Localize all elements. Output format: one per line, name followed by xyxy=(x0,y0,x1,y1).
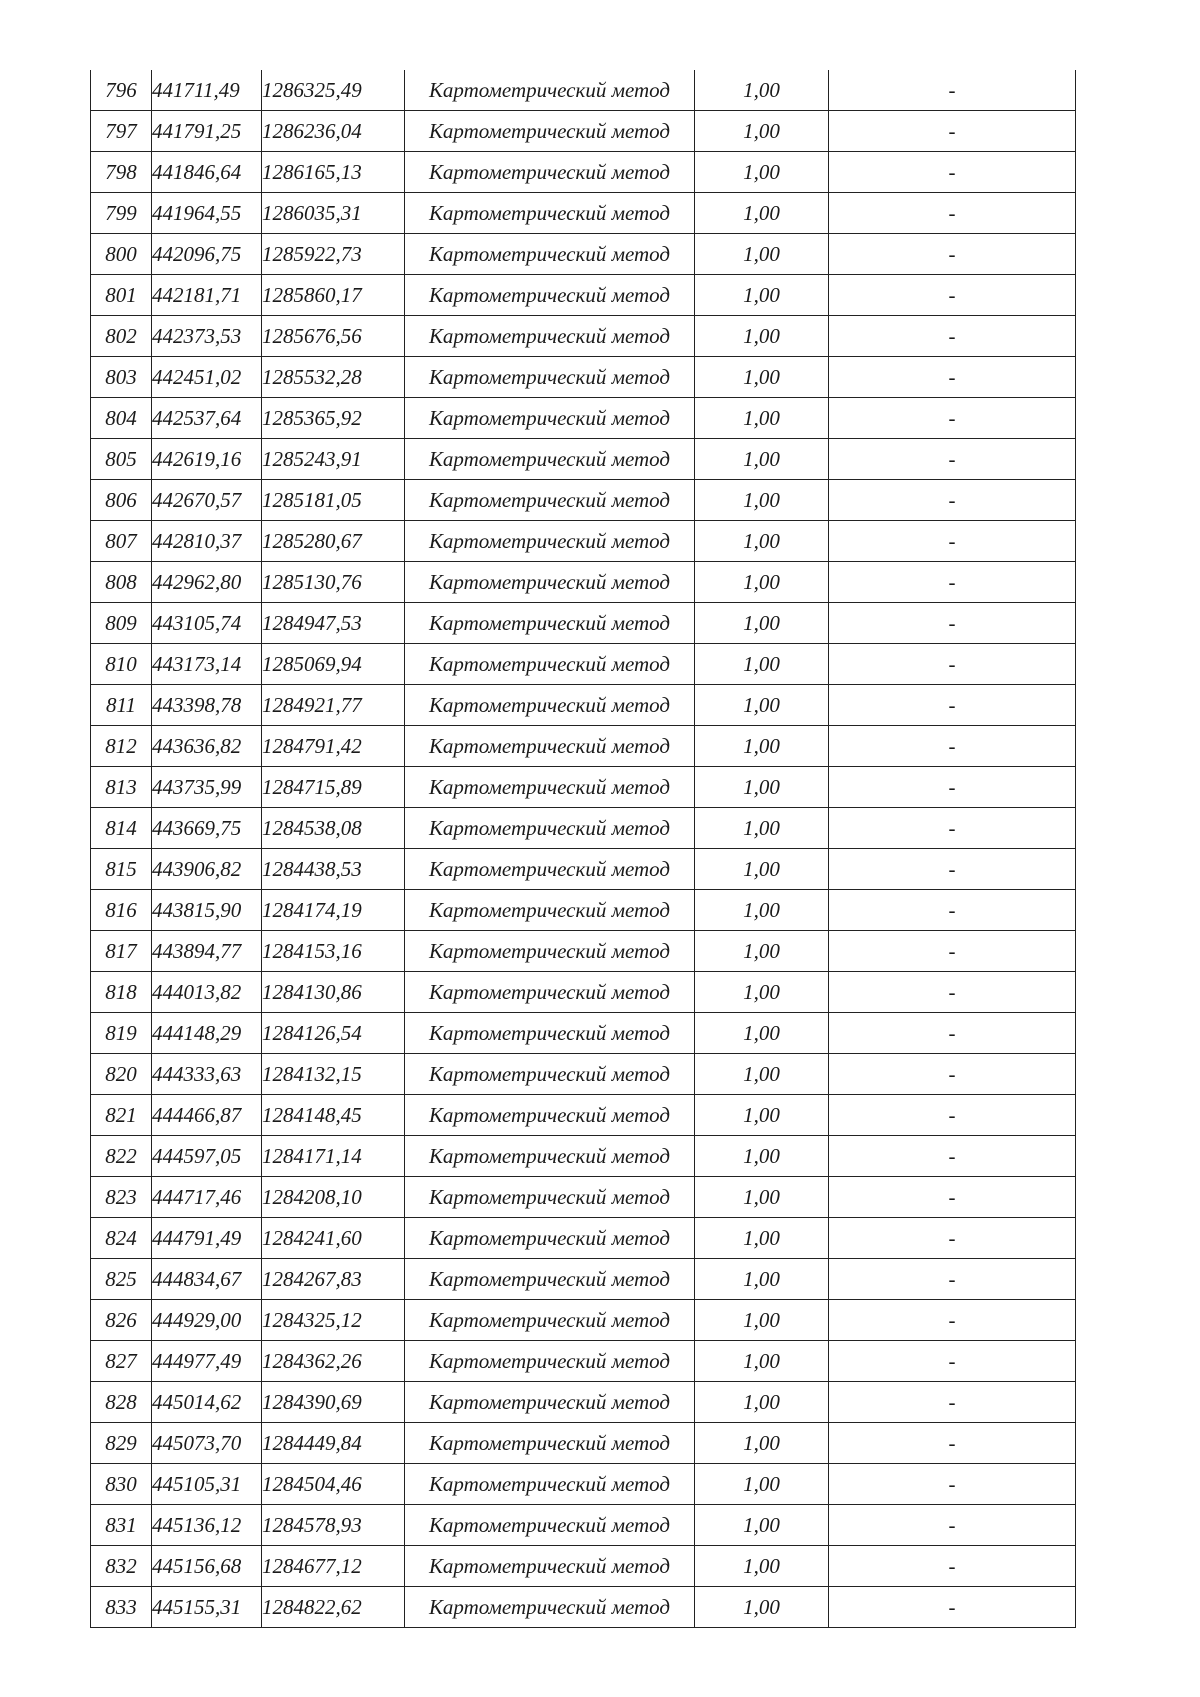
point-number: 798 xyxy=(91,152,152,193)
point-number: 797 xyxy=(91,111,152,152)
determination-method: Картометрический метод xyxy=(405,767,695,808)
point-description: - xyxy=(829,849,1076,890)
coordinate-y: 1285365,92 xyxy=(262,398,405,439)
determination-method: Картометрический метод xyxy=(405,1382,695,1423)
table-row xyxy=(91,1177,1076,1218)
coordinate-x: 444597,05 xyxy=(152,1136,262,1177)
coordinate-x: 445156,68 xyxy=(152,1546,262,1587)
coordinate-x: 443105,74 xyxy=(152,603,262,644)
point-number: 806 xyxy=(91,480,152,521)
determination-method: Картометрический метод xyxy=(405,152,695,193)
point-number: 826 xyxy=(91,1300,152,1341)
coordinate-y: 1285130,76 xyxy=(262,562,405,603)
accuracy-value: 1,00 xyxy=(695,972,829,1013)
point-number: 802 xyxy=(91,316,152,357)
coordinate-x: 442373,53 xyxy=(152,316,262,357)
table-row xyxy=(91,152,1076,193)
table-row xyxy=(91,726,1076,767)
determination-method: Картометрический метод xyxy=(405,357,695,398)
coordinate-y: 1285243,91 xyxy=(262,439,405,480)
determination-method: Картометрический метод xyxy=(405,1341,695,1382)
table-row xyxy=(91,1546,1076,1587)
determination-method: Картометрический метод xyxy=(405,70,695,111)
accuracy-value: 1,00 xyxy=(695,1546,829,1587)
coordinate-y: 1284171,14 xyxy=(262,1136,405,1177)
coordinate-y: 1284132,15 xyxy=(262,1054,405,1095)
point-description: - xyxy=(829,1300,1076,1341)
point-description: - xyxy=(829,398,1076,439)
coordinate-x: 442962,80 xyxy=(152,562,262,603)
coordinate-x: 442537,64 xyxy=(152,398,262,439)
table-row xyxy=(91,685,1076,726)
point-description: - xyxy=(829,685,1076,726)
accuracy-value: 1,00 xyxy=(695,439,829,480)
point-description: - xyxy=(829,726,1076,767)
determination-method: Картометрический метод xyxy=(405,480,695,521)
coordinate-x: 442451,02 xyxy=(152,357,262,398)
point-number: 817 xyxy=(91,931,152,972)
determination-method: Картометрический метод xyxy=(405,1095,695,1136)
determination-method: Картометрический метод xyxy=(405,972,695,1013)
coordinate-y: 1284449,84 xyxy=(262,1423,405,1464)
coordinate-y: 1284208,10 xyxy=(262,1177,405,1218)
point-description: - xyxy=(829,1259,1076,1300)
point-number: 805 xyxy=(91,439,152,480)
point-description: - xyxy=(829,152,1076,193)
point-number: 800 xyxy=(91,234,152,275)
point-number: 832 xyxy=(91,1546,152,1587)
point-description: - xyxy=(829,111,1076,152)
table-row xyxy=(91,521,1076,562)
coordinate-x: 444466,87 xyxy=(152,1095,262,1136)
coordinate-x: 442096,75 xyxy=(152,234,262,275)
coordinate-y: 1284362,26 xyxy=(262,1341,405,1382)
coordinate-y: 1285676,56 xyxy=(262,316,405,357)
coordinate-x: 443906,82 xyxy=(152,849,262,890)
table-row xyxy=(91,1300,1076,1341)
accuracy-value: 1,00 xyxy=(695,480,829,521)
accuracy-value: 1,00 xyxy=(695,808,829,849)
point-number: 809 xyxy=(91,603,152,644)
point-description: - xyxy=(829,275,1076,316)
point-description: - xyxy=(829,1013,1076,1054)
determination-method: Картометрический метод xyxy=(405,1464,695,1505)
point-description: - xyxy=(829,808,1076,849)
determination-method: Картометрический метод xyxy=(405,1300,695,1341)
coordinate-x: 445073,70 xyxy=(152,1423,262,1464)
table-row xyxy=(91,931,1076,972)
determination-method: Картометрический метод xyxy=(405,1177,695,1218)
point-description: - xyxy=(829,193,1076,234)
table-row xyxy=(91,1341,1076,1382)
accuracy-value: 1,00 xyxy=(695,357,829,398)
determination-method: Картометрический метод xyxy=(405,685,695,726)
table-row xyxy=(91,398,1076,439)
coordinate-x: 444333,63 xyxy=(152,1054,262,1095)
coordinate-x: 444717,46 xyxy=(152,1177,262,1218)
point-description: - xyxy=(829,1423,1076,1464)
coordinate-y: 1286236,04 xyxy=(262,111,405,152)
point-description: - xyxy=(829,767,1076,808)
coordinate-y: 1284822,62 xyxy=(262,1587,405,1628)
table-row xyxy=(91,562,1076,603)
point-description: - xyxy=(829,644,1076,685)
point-number: 833 xyxy=(91,1587,152,1628)
determination-method: Картометрический метод xyxy=(405,439,695,480)
determination-method: Картометрический метод xyxy=(405,1423,695,1464)
coordinate-y: 1284126,54 xyxy=(262,1013,405,1054)
point-description: - xyxy=(829,603,1076,644)
accuracy-value: 1,00 xyxy=(695,1464,829,1505)
table-row xyxy=(91,480,1076,521)
point-description: - xyxy=(829,234,1076,275)
coordinate-y: 1286035,31 xyxy=(262,193,405,234)
accuracy-value: 1,00 xyxy=(695,193,829,234)
accuracy-value: 1,00 xyxy=(695,1136,829,1177)
accuracy-value: 1,00 xyxy=(695,1300,829,1341)
coordinate-x: 444013,82 xyxy=(152,972,262,1013)
determination-method: Картометрический метод xyxy=(405,808,695,849)
coordinate-x: 445014,62 xyxy=(152,1382,262,1423)
point-description: - xyxy=(829,1464,1076,1505)
point-number: 831 xyxy=(91,1505,152,1546)
determination-method: Картометрический метод xyxy=(405,1054,695,1095)
table-row xyxy=(91,1013,1076,1054)
coordinate-y: 1284715,89 xyxy=(262,767,405,808)
table-row xyxy=(91,111,1076,152)
accuracy-value: 1,00 xyxy=(695,1218,829,1259)
point-number: 829 xyxy=(91,1423,152,1464)
coordinate-x: 441964,55 xyxy=(152,193,262,234)
point-number: 812 xyxy=(91,726,152,767)
coordinate-x: 444791,49 xyxy=(152,1218,262,1259)
coordinate-y: 1284578,93 xyxy=(262,1505,405,1546)
accuracy-value: 1,00 xyxy=(695,1177,829,1218)
point-number: 815 xyxy=(91,849,152,890)
coordinate-y: 1284174,19 xyxy=(262,890,405,931)
accuracy-value: 1,00 xyxy=(695,685,829,726)
coordinate-y: 1284438,53 xyxy=(262,849,405,890)
determination-method: Картометрический метод xyxy=(405,849,695,890)
coordinate-y: 1284791,42 xyxy=(262,726,405,767)
determination-method: Картометрический метод xyxy=(405,1136,695,1177)
point-number: 803 xyxy=(91,357,152,398)
accuracy-value: 1,00 xyxy=(695,1587,829,1628)
determination-method: Картометрический метод xyxy=(405,398,695,439)
coordinate-x: 444929,00 xyxy=(152,1300,262,1341)
determination-method: Картометрический метод xyxy=(405,521,695,562)
coordinate-x: 444834,67 xyxy=(152,1259,262,1300)
accuracy-value: 1,00 xyxy=(695,890,829,931)
table-row xyxy=(91,1587,1076,1628)
determination-method: Картометрический метод xyxy=(405,726,695,767)
point-number: 814 xyxy=(91,808,152,849)
coordinate-y: 1284538,08 xyxy=(262,808,405,849)
determination-method: Картометрический метод xyxy=(405,111,695,152)
coordinate-x: 443894,77 xyxy=(152,931,262,972)
coordinate-y: 1285532,28 xyxy=(262,357,405,398)
table-row xyxy=(91,1505,1076,1546)
point-number: 824 xyxy=(91,1218,152,1259)
coordinate-x: 443636,82 xyxy=(152,726,262,767)
coordinate-y: 1285922,73 xyxy=(262,234,405,275)
coordinate-x: 442181,71 xyxy=(152,275,262,316)
point-description: - xyxy=(829,931,1076,972)
table-row xyxy=(91,357,1076,398)
table-row xyxy=(91,70,1076,111)
point-description: - xyxy=(829,521,1076,562)
accuracy-value: 1,00 xyxy=(695,726,829,767)
accuracy-value: 1,00 xyxy=(695,316,829,357)
accuracy-value: 1,00 xyxy=(695,1054,829,1095)
point-number: 818 xyxy=(91,972,152,1013)
coordinate-y: 1284677,12 xyxy=(262,1546,405,1587)
coordinate-x: 445155,31 xyxy=(152,1587,262,1628)
accuracy-value: 1,00 xyxy=(695,644,829,685)
point-number: 799 xyxy=(91,193,152,234)
accuracy-value: 1,00 xyxy=(695,1259,829,1300)
coordinate-y: 1284153,16 xyxy=(262,931,405,972)
point-description: - xyxy=(829,357,1076,398)
coordinate-x: 442670,57 xyxy=(152,480,262,521)
point-description: - xyxy=(829,480,1076,521)
coordinate-x: 441846,64 xyxy=(152,152,262,193)
determination-method: Картометрический метод xyxy=(405,562,695,603)
point-description: - xyxy=(829,890,1076,931)
point-description: - xyxy=(829,1505,1076,1546)
point-description: - xyxy=(829,972,1076,1013)
point-number: 819 xyxy=(91,1013,152,1054)
point-number: 821 xyxy=(91,1095,152,1136)
table-row xyxy=(91,1464,1076,1505)
coordinate-y: 1285069,94 xyxy=(262,644,405,685)
point-number: 807 xyxy=(91,521,152,562)
coordinate-y: 1284241,60 xyxy=(262,1218,405,1259)
accuracy-value: 1,00 xyxy=(695,521,829,562)
determination-method: Картометрический метод xyxy=(405,316,695,357)
point-description: - xyxy=(829,1341,1076,1382)
accuracy-value: 1,00 xyxy=(695,111,829,152)
table-row xyxy=(91,890,1076,931)
point-description: - xyxy=(829,1177,1076,1218)
point-number: 808 xyxy=(91,562,152,603)
coordinate-y: 1286165,13 xyxy=(262,152,405,193)
accuracy-value: 1,00 xyxy=(695,1423,829,1464)
coordinate-x: 444977,49 xyxy=(152,1341,262,1382)
accuracy-value: 1,00 xyxy=(695,1013,829,1054)
determination-method: Картометрический метод xyxy=(405,1587,695,1628)
table-row xyxy=(91,972,1076,1013)
point-description: - xyxy=(829,316,1076,357)
point-description: - xyxy=(829,1587,1076,1628)
table-row xyxy=(91,1259,1076,1300)
point-description: - xyxy=(829,70,1076,111)
point-number: 801 xyxy=(91,275,152,316)
determination-method: Картометрический метод xyxy=(405,234,695,275)
point-number: 820 xyxy=(91,1054,152,1095)
table-row xyxy=(91,603,1076,644)
coordinate-x: 445105,31 xyxy=(152,1464,262,1505)
table-row xyxy=(91,275,1076,316)
determination-method: Картометрический метод xyxy=(405,603,695,644)
table-row xyxy=(91,1218,1076,1259)
accuracy-value: 1,00 xyxy=(695,931,829,972)
accuracy-value: 1,00 xyxy=(695,603,829,644)
accuracy-value: 1,00 xyxy=(695,849,829,890)
determination-method: Картометрический метод xyxy=(405,931,695,972)
coordinate-x: 441711,49 xyxy=(152,70,262,111)
table-row xyxy=(91,808,1076,849)
coordinate-x: 443815,90 xyxy=(152,890,262,931)
table-row xyxy=(91,849,1076,890)
accuracy-value: 1,00 xyxy=(695,398,829,439)
table-row xyxy=(91,1054,1076,1095)
determination-method: Картометрический метод xyxy=(405,890,695,931)
point-number: 810 xyxy=(91,644,152,685)
point-number: 825 xyxy=(91,1259,152,1300)
coordinate-x: 443735,99 xyxy=(152,767,262,808)
point-number: 828 xyxy=(91,1382,152,1423)
coordinate-y: 1284921,77 xyxy=(262,685,405,726)
determination-method: Картометрический метод xyxy=(405,644,695,685)
table-row xyxy=(91,767,1076,808)
coordinate-y: 1285860,17 xyxy=(262,275,405,316)
coordinate-x: 445136,12 xyxy=(152,1505,262,1546)
point-description: - xyxy=(829,1382,1076,1423)
point-number: 830 xyxy=(91,1464,152,1505)
coordinate-y: 1284267,83 xyxy=(262,1259,405,1300)
point-description: - xyxy=(829,439,1076,480)
determination-method: Картометрический метод xyxy=(405,1505,695,1546)
point-description: - xyxy=(829,1546,1076,1587)
table-row xyxy=(91,1095,1076,1136)
coordinates-table xyxy=(90,70,1076,1628)
coordinate-y: 1285181,05 xyxy=(262,480,405,521)
determination-method: Картометрический метод xyxy=(405,1546,695,1587)
accuracy-value: 1,00 xyxy=(695,1341,829,1382)
coordinate-x: 442619,16 xyxy=(152,439,262,480)
coordinate-x: 443173,14 xyxy=(152,644,262,685)
point-description: - xyxy=(829,1054,1076,1095)
determination-method: Картометрический метод xyxy=(405,1218,695,1259)
coordinate-y: 1286325,49 xyxy=(262,70,405,111)
accuracy-value: 1,00 xyxy=(695,275,829,316)
point-number: 822 xyxy=(91,1136,152,1177)
table-row xyxy=(91,1423,1076,1464)
point-number: 804 xyxy=(91,398,152,439)
table-row xyxy=(91,1136,1076,1177)
determination-method: Картометрический метод xyxy=(405,193,695,234)
accuracy-value: 1,00 xyxy=(695,767,829,808)
table-row xyxy=(91,193,1076,234)
coordinate-x: 441791,25 xyxy=(152,111,262,152)
table-row xyxy=(91,316,1076,357)
accuracy-value: 1,00 xyxy=(695,1382,829,1423)
coordinate-y: 1284504,46 xyxy=(262,1464,405,1505)
point-number: 823 xyxy=(91,1177,152,1218)
determination-method: Картометрический метод xyxy=(405,1259,695,1300)
accuracy-value: 1,00 xyxy=(695,1095,829,1136)
coordinates-table-body xyxy=(91,70,1076,1628)
coordinate-x: 443398,78 xyxy=(152,685,262,726)
coordinate-x: 444148,29 xyxy=(152,1013,262,1054)
determination-method: Картометрический метод xyxy=(405,275,695,316)
accuracy-value: 1,00 xyxy=(695,234,829,275)
point-number: 827 xyxy=(91,1341,152,1382)
coordinate-y: 1284325,12 xyxy=(262,1300,405,1341)
coordinate-x: 443669,75 xyxy=(152,808,262,849)
point-description: - xyxy=(829,1136,1076,1177)
accuracy-value: 1,00 xyxy=(695,152,829,193)
point-description: - xyxy=(829,1095,1076,1136)
accuracy-value: 1,00 xyxy=(695,70,829,111)
coordinate-x: 442810,37 xyxy=(152,521,262,562)
accuracy-value: 1,00 xyxy=(695,562,829,603)
table-row xyxy=(91,644,1076,685)
point-number: 816 xyxy=(91,890,152,931)
point-number: 813 xyxy=(91,767,152,808)
coordinate-y: 1284947,53 xyxy=(262,603,405,644)
coordinate-y: 1284148,45 xyxy=(262,1095,405,1136)
table-row xyxy=(91,1382,1076,1423)
table-row xyxy=(91,439,1076,480)
coordinate-y: 1284130,86 xyxy=(262,972,405,1013)
point-description: - xyxy=(829,1218,1076,1259)
point-number: 796 xyxy=(91,70,152,111)
accuracy-value: 1,00 xyxy=(695,1505,829,1546)
point-number: 811 xyxy=(91,685,152,726)
determination-method: Картометрический метод xyxy=(405,1013,695,1054)
point-description: - xyxy=(829,562,1076,603)
coordinate-y: 1284390,69 xyxy=(262,1382,405,1423)
table-row xyxy=(91,234,1076,275)
coordinate-y: 1285280,67 xyxy=(262,521,405,562)
